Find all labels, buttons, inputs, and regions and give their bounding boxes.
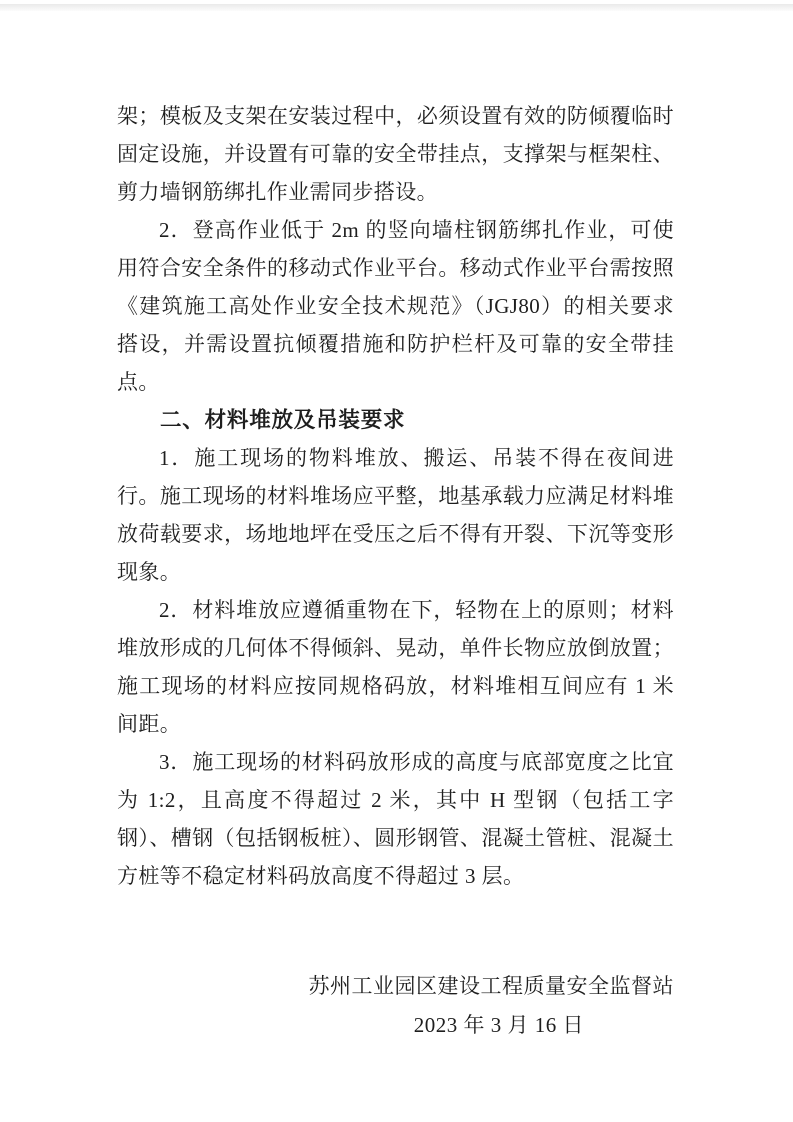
- paragraph-section2-item1: 1．施工现场的物料堆放、搬运、吊装不得在夜间进行。施工现场的材料堆场应平整，地基承载力应满足材料堆放荷载要求，场地地坪在受压之后不得有开裂、下沉等变形现象。: [117, 446, 674, 584]
- paragraph-section1-item1-continuation: 架；模板及支架在安装过程中，必须设置有效的防倾覆临时固定设施，并设置有可靠的安全带挂点，支撑架与框架柱、剪力墙钢筋绑扎作业需同步搭设。: [117, 104, 674, 204]
- section2-heading: 二、材料堆放及吊装要求: [160, 408, 406, 432]
- document-content: [117, 97, 674, 1045]
- paragraph-section2-item2: 2．材料堆放应遵循重物在下，轻物在上的原则；材料堆放形成的几何体不得倾斜、晃动，单件长物应放倒放置；施工现场的材料应按同规格码放，材料堆相互间应有 1 米间距。: [117, 598, 674, 736]
- scan-edge-artifact: [0, 4, 793, 11]
- issue-date: 2023 年 3 月 16 日: [413, 1013, 584, 1037]
- issuer-signature: 苏州工业园区建设工程质量安全监督站: [308, 974, 674, 998]
- paragraph-section2-item3: 3．施工现场的材料码放形成的高度与底部宽度之比宜为 1:2，且高度不得超过 2 米，其中 H 型钢（包括工字钢）、槽钢（包括钢板桩）、圆形钢管、混凝土管桩、混凝土方桩等不稳定材料码放高度不得超过 3 层。: [117, 750, 674, 888]
- paragraph-section1-item2: 2．登高作业低于 2m 的竖向墙柱钢筋绑扎作业，可使用符合安全条件的移动式作业平台。移动式作业平台需按照《建筑施工高处作业安全技术规范》（JGJ80）的相关要求搭设，并需设置抗倾覆措施和防护栏杆及可靠的安全带挂点。: [117, 218, 674, 394]
